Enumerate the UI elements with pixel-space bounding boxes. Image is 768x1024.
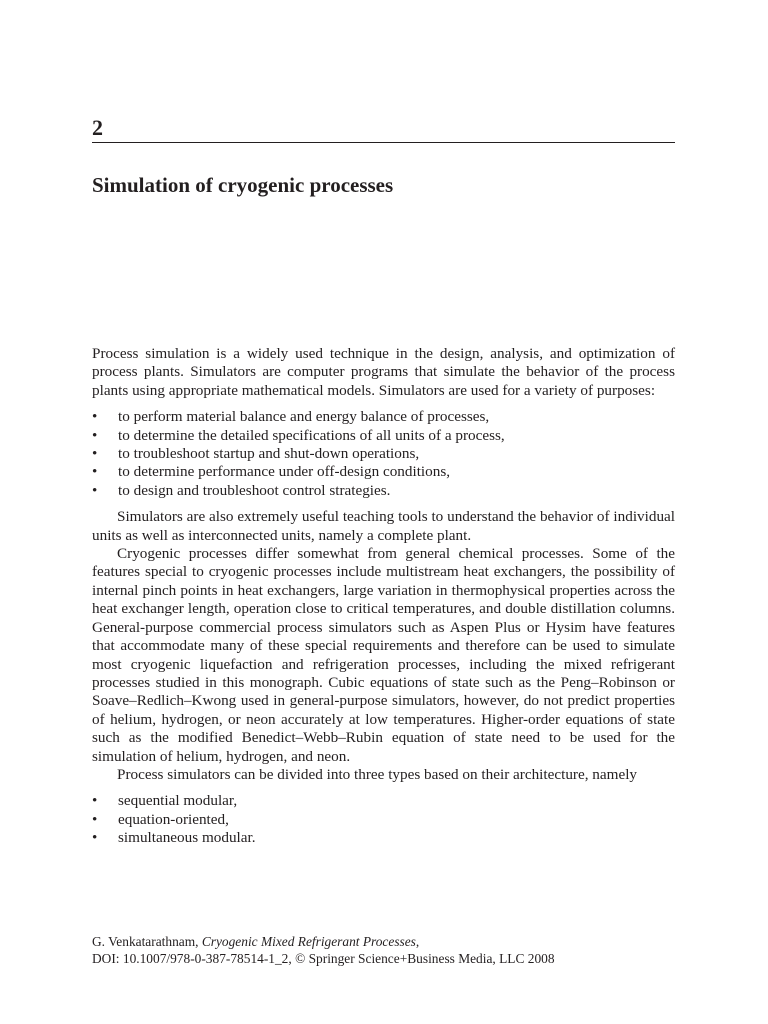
citation-footer: [92, 933, 692, 967]
citation-book-title: Cryogenic Mixed Refrigerant Processes: [201, 934, 416, 949]
purpose-item: [92, 482, 675, 500]
purpose-text: to design and troubleshoot control strategies.: [118, 481, 391, 499]
simulator-type-text: sequential modular,: [118, 792, 238, 810]
bullet-mark: •: [92, 810, 98, 828]
simulator-type-item: [92, 792, 675, 810]
chapter-body: [92, 345, 675, 856]
teaching-tools-paragraph: Simulators are also extremely useful teaching tools to understand the behavior of individual units as well as interconnected units, namely a complete plant.: [92, 508, 675, 544]
simulator-type-item: [92, 811, 675, 829]
simulator-types-intro: Process simulators can be divided into three types based on their architecture, namely: [117, 765, 638, 783]
chapter-title: Simulation of cryogenic processes: [92, 173, 394, 198]
citation-author: G. Venkatarathnam,: [92, 934, 202, 949]
bullet-mark: •: [92, 792, 98, 810]
simulator-type-text: simultaneous modular.: [118, 829, 256, 847]
chapter-number: 2: [92, 115, 103, 140]
simulator-type-text: equation-oriented,: [118, 810, 229, 828]
purpose-item: [92, 463, 675, 481]
purposes-list: [92, 408, 675, 500]
purpose-text: to determine performance under off-design conditions,: [118, 463, 451, 481]
page: [92, 0, 675, 1024]
purpose-text: to perform material balance and energy balance of processes,: [118, 408, 490, 426]
bullet-mark: •: [92, 408, 98, 426]
purpose-item: [92, 427, 675, 445]
simulator-type-item: [92, 829, 675, 847]
purpose-text: to troubleshoot startup and shut-down operations,: [118, 445, 420, 463]
bullet-mark: •: [92, 426, 98, 444]
citation-line: [92, 933, 692, 950]
bullet-mark: •: [92, 445, 98, 463]
chapter-rule: [92, 142, 675, 143]
purpose-text: to determine the detailed specifications of all units of a process,: [118, 426, 505, 444]
citation-comma: ,: [415, 934, 420, 949]
bullet-mark: •: [92, 481, 98, 499]
purpose-item: [92, 445, 675, 463]
purpose-item: [92, 408, 675, 426]
intro-paragraph: Process simulation is a widely used technique in the design, analysis, and optimization of process plants. Simulators are computer programs that simulate the behavior of the process plants using appropriate mathematical models. Simulators are used for a variety of purposes:: [92, 345, 675, 399]
cryogenic-processes-paragraph: Cryogenic processes differ somewhat from general chemical processes. Some of the features special to cryogenic processes include multistream heat exchangers, the possibility of internal pinch points in heat exchangers, large variation in thermophysical properties across the heat exchanger length, operation close to critical temperatures, and double distillation columns. General-purpose commercial process simulators such as Aspen Plus or Hysim have features that accommodate many of these special requirements and therefore can be used to simulate most cryogenic liquefaction and refrigeration processes, including the mixed refrigerant processes studied in this monograph. Cubic equations of state such as the Peng–Robinson or Soave–Redlich–Kwong used in general-purpose simulators, however, do not predict properties of helium, hydrogen, or neon accurately at low temperatures. Higher-order equations of state such as the modified Benedict–Webb–Rubin equation of state need to be used for the simulation of helium, hydrogen, and neon.: [92, 545, 675, 765]
bullet-mark: •: [92, 463, 98, 481]
bullet-mark: •: [92, 829, 98, 847]
citation-doi: DOI: 10.1007/978-0-387-78514-1_2, © Springer Science+Business Media, LLC 2008: [92, 951, 555, 966]
simulator-types-list: [92, 792, 675, 847]
